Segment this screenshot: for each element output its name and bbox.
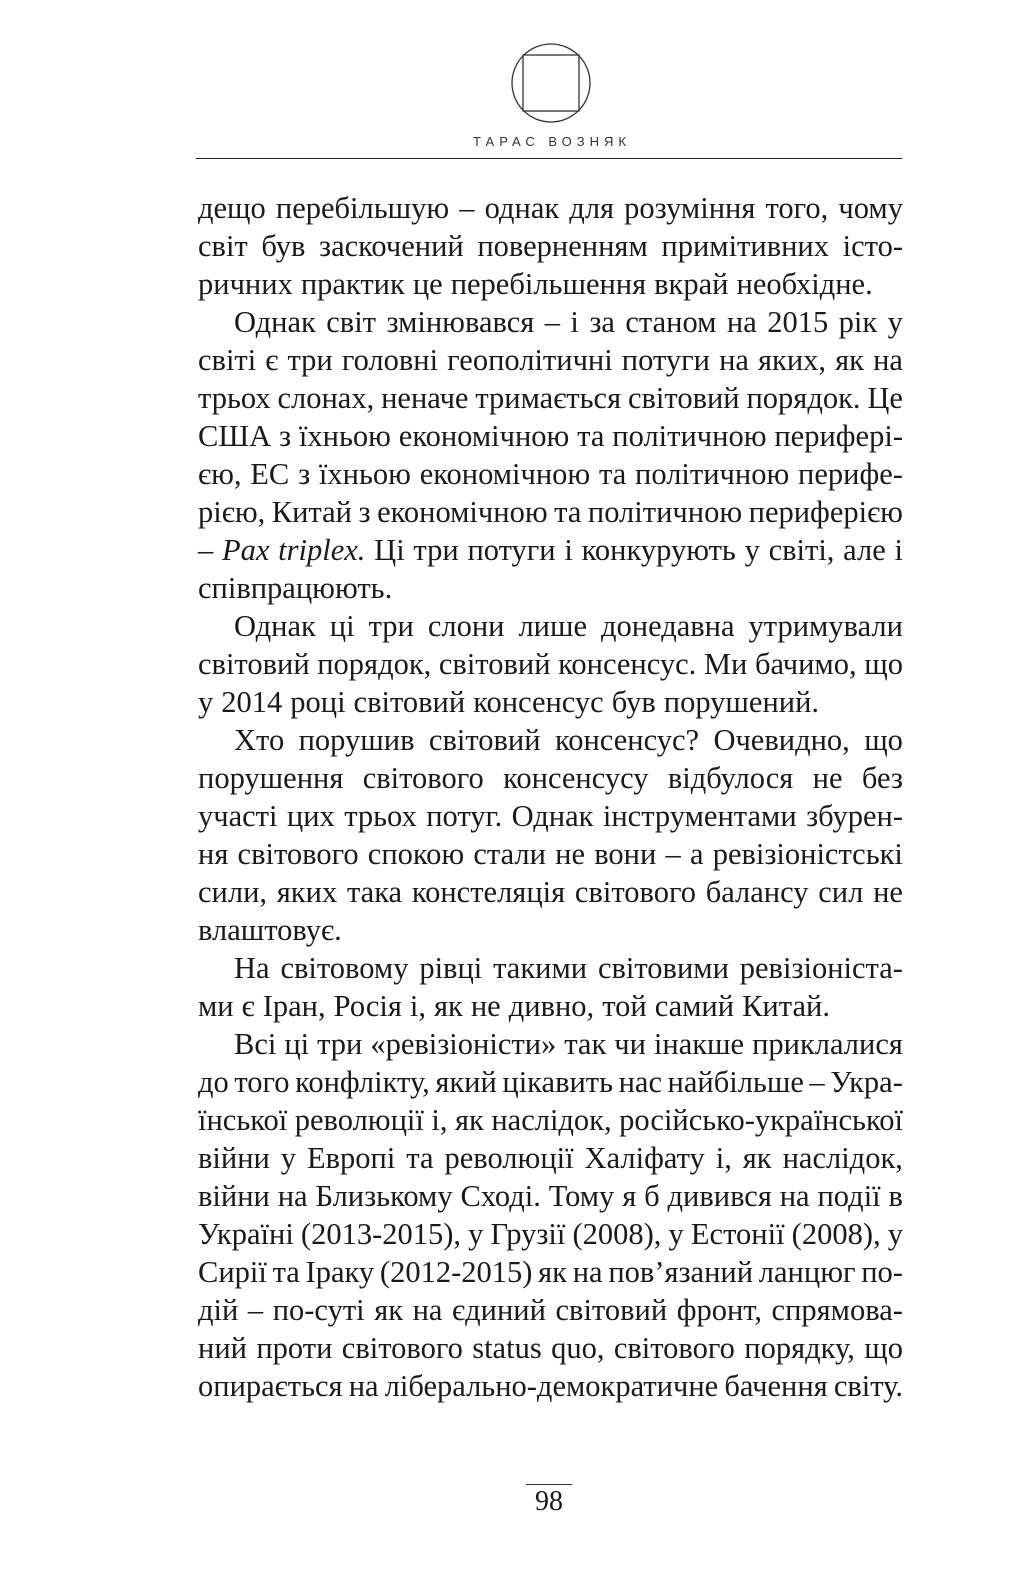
- header-rule: [196, 158, 902, 159]
- text-line: сили, яких така констеляція світового балансу сил не: [198, 875, 903, 909]
- text-line: їнської революції і, як наслідок, російсько-української: [198, 1103, 903, 1137]
- text-line: Всі ці три «ревізіоністи» так чи інакше приклалися: [234, 1027, 903, 1061]
- text-line: Хто порушив світовий консенсус? Очевидно, що: [234, 723, 903, 757]
- text-line: порушення світового консенсусу відбулося не без: [198, 761, 903, 795]
- text-line: На світовому рівці такими світовими ревізіоніста-: [234, 951, 903, 985]
- text-line: світі є три головні геополітичні потуги на яких, як на: [198, 343, 903, 377]
- text-line: рією, Китай з економічною та політичною периферією: [198, 495, 903, 529]
- text-line: дій – по-суті як на єдиний світовий фронт, спрямова-: [198, 1293, 903, 1327]
- text-line: – Pax triplex. Ці три потуги і конкурують у світі, але і: [198, 533, 903, 567]
- body-text: [198, 189, 903, 1405]
- text-line: ричних практик це перебільшення вкрай необхідне.: [198, 267, 873, 301]
- text-line: ми є Іран, Росія і, як не дивно, той самий Китай.: [198, 989, 830, 1023]
- text-line: трьох слонах, неначе тримається світовий порядок. Це: [198, 381, 903, 415]
- text-line: у 2014 році світовий консенсус був порушений.: [198, 685, 820, 719]
- text-line: Однак ці три слони лише донедавна утримували: [234, 609, 903, 643]
- text-line: опирається на ліберально-демократичне бачення світу.: [198, 1369, 903, 1403]
- circle-square-emblem-icon: [510, 42, 592, 124]
- text-line: влаштовує.: [198, 913, 342, 947]
- text-line: світ був заскочений поверненням примітивних істо-: [198, 229, 903, 263]
- text-line: США з їхньою економічною та політичною перифері-: [198, 419, 903, 453]
- text-line: до того конфлікту, який цікавить нас найбільше – Укра-: [198, 1065, 903, 1099]
- text-line: єю, ЕС з їхньою економічною та політичною перифе-: [198, 457, 903, 491]
- text-line: війни у Европі та революції Халіфату і, як наслідок,: [198, 1141, 903, 1175]
- text-line: Сирії та Іраку (2012-2015) як на пов’язаний ланцюг по-: [198, 1255, 903, 1289]
- text-line: війни на Близькому Сході. Тому я б дивився на події в: [198, 1179, 903, 1213]
- page-number: 98: [535, 1486, 563, 1517]
- text-line: світовий порядок, світовий консенсус. Ми бачимо, що: [198, 647, 903, 681]
- text-line: Однак світ змінювався – і за станом на 2015 рік у: [234, 305, 903, 339]
- text-line: Україні (2013-2015), у Грузії (2008), у Естонії (2008), у: [198, 1217, 903, 1251]
- text-line: співпрацюють.: [198, 571, 393, 605]
- text-line: дещо перебільшую – однак для розуміння того, чому: [198, 191, 903, 225]
- text-line: ний проти світового status quo, світового порядку, що: [198, 1331, 903, 1365]
- text-line: ня світового спокою стали не вони – а ревізіоністські: [198, 837, 903, 871]
- running-head-author: ТАРАС ВОЗНЯК: [473, 134, 631, 149]
- text-line: участі цих трьох потуг. Однак інструментами збурен-: [198, 799, 903, 833]
- folio-rule: [526, 1484, 572, 1485]
